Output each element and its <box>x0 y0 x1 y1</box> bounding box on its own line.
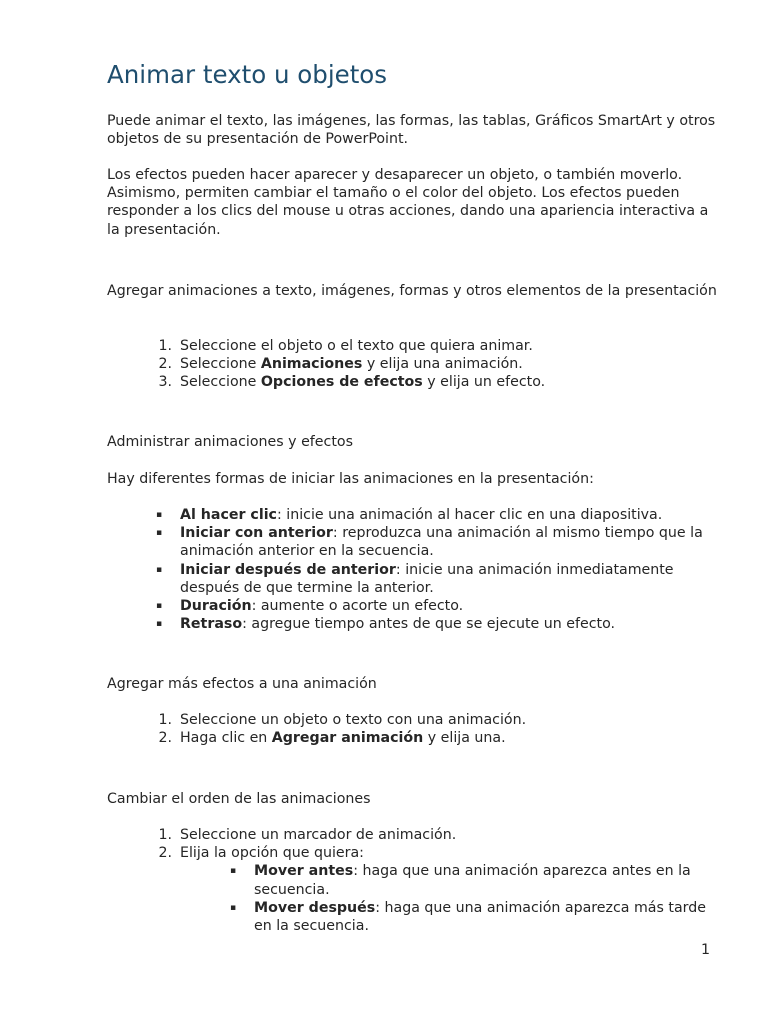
list-item <box>152 524 712 560</box>
list-item <box>152 373 712 391</box>
list-number: 2. <box>158 730 172 747</box>
list-item-bold-term: Animaciones <box>260 356 363 373</box>
section-heading-add-animations: Agregar animaciones a texto, imágenes, formas y otros elementos de la presentación <box>107 283 717 299</box>
list-item-bold-term: Mover después <box>254 899 376 916</box>
list-item <box>152 711 712 729</box>
list-item-text: : reproduzca una animación al mismo tiempo que la animación anterior en la secuencia. <box>180 525 703 560</box>
list-number: 2. <box>158 356 172 373</box>
document-title: Animar texto u objetos <box>107 60 388 89</box>
list-number: 2. <box>158 845 172 862</box>
intro-paragraph-2: Los efectos pueden hacer aparecer y desaparecer un objeto, o también moverlo. Asimismo, permiten cambiar el tamaño o el color del objeto. Los efectos pueden responder a los clics del mouse u otras acciones, dando una apariencia interactiva a la presentación. <box>107 167 709 238</box>
change-order-steps <box>152 826 712 935</box>
list-item-text: Seleccione el objeto o el texto que quiera animar. <box>180 338 533 354</box>
section-heading-manage-animations: Administrar animaciones y efectos <box>107 434 353 450</box>
bullet-marker: ▪ <box>156 619 163 630</box>
list-item <box>152 597 712 615</box>
list-number: 3. <box>158 374 172 391</box>
list-number: 1. <box>158 712 172 728</box>
section-heading-change-order: Cambiar el orden de las animaciones <box>107 791 371 807</box>
list-item-text: Seleccione <box>180 356 261 373</box>
add-animations-steps <box>152 337 712 392</box>
list-item <box>152 844 712 935</box>
list-item-bold-term: Mover antes <box>254 863 354 880</box>
list-item <box>152 355 712 373</box>
list-item-bold-term: Iniciar con anterior <box>180 525 333 542</box>
list-item <box>226 899 712 935</box>
list-item <box>226 862 712 898</box>
list-item-bold-term: Opciones de efectos <box>260 374 423 391</box>
bullet-marker: ▪ <box>156 528 163 539</box>
list-item-text: : haga que una animación aparezca antes en la secuencia. <box>254 863 691 898</box>
list-item-text: Elija la opción que quiera: <box>180 845 364 862</box>
list-item-text: : haga que una animación aparezca más tarde en la secuencia. <box>254 899 706 935</box>
bullet-marker: ▪ <box>156 510 163 520</box>
intro-paragraph-1: Puede animar el texto, las imágenes, las formas, las tablas, Gráficos SmartArt y otros objetos de su presentación de PowerPoint. <box>107 113 716 148</box>
list-item-bold-term: Iniciar después de anterior <box>180 561 396 578</box>
list-item-text: : inicie una animación inmediatamente después de que termine la anterior. <box>180 561 674 596</box>
manage-intro: Hay diferentes formas de iniciar las animaciones en la presentación: <box>107 471 594 487</box>
bullet-marker: ▪ <box>156 564 163 575</box>
list-item-text: y elija un efecto. <box>422 374 546 391</box>
list-item-text: y elija una. <box>423 730 506 747</box>
more-effects-steps <box>152 711 712 747</box>
list-item <box>152 729 712 747</box>
move-options-list <box>226 862 712 935</box>
list-item-text: Seleccione un marcador de animación. <box>180 827 457 843</box>
list-item <box>152 337 712 355</box>
bullet-marker: ▪ <box>156 601 163 612</box>
list-item-bold-term: Agregar animación <box>271 730 424 747</box>
list-item-bold-term: Retraso <box>180 616 243 633</box>
list-item-text: Haga clic en <box>180 730 272 747</box>
list-item-bold-term: Duración <box>180 598 252 615</box>
list-number: 1. <box>158 338 172 354</box>
list-number: 1. <box>158 827 172 843</box>
list-item-text: Seleccione <box>180 374 261 391</box>
start-options-list <box>152 506 712 633</box>
list-item <box>152 561 712 597</box>
list-item-text: : aumente o acorte un efecto. <box>251 598 464 615</box>
page-number: 1 <box>701 942 711 958</box>
bullet-marker: ▪ <box>230 902 237 913</box>
list-item-text: y elija una animación. <box>362 356 523 373</box>
list-item <box>152 506 712 524</box>
list-item <box>152 615 712 633</box>
list-item <box>152 826 712 844</box>
list-item-text: Seleccione un objeto o texto con una animación. <box>180 712 527 728</box>
list-item-bold-term: Al hacer clic <box>180 507 277 523</box>
section-heading-more-effects: Agregar más efectos a una animación <box>107 676 377 692</box>
list-item-text: : inicie una animación al hacer clic en una diapositiva. <box>276 507 663 523</box>
bullet-marker: ▪ <box>230 866 237 877</box>
list-item-text: : agregue tiempo antes de que se ejecute un efecto. <box>242 616 616 633</box>
